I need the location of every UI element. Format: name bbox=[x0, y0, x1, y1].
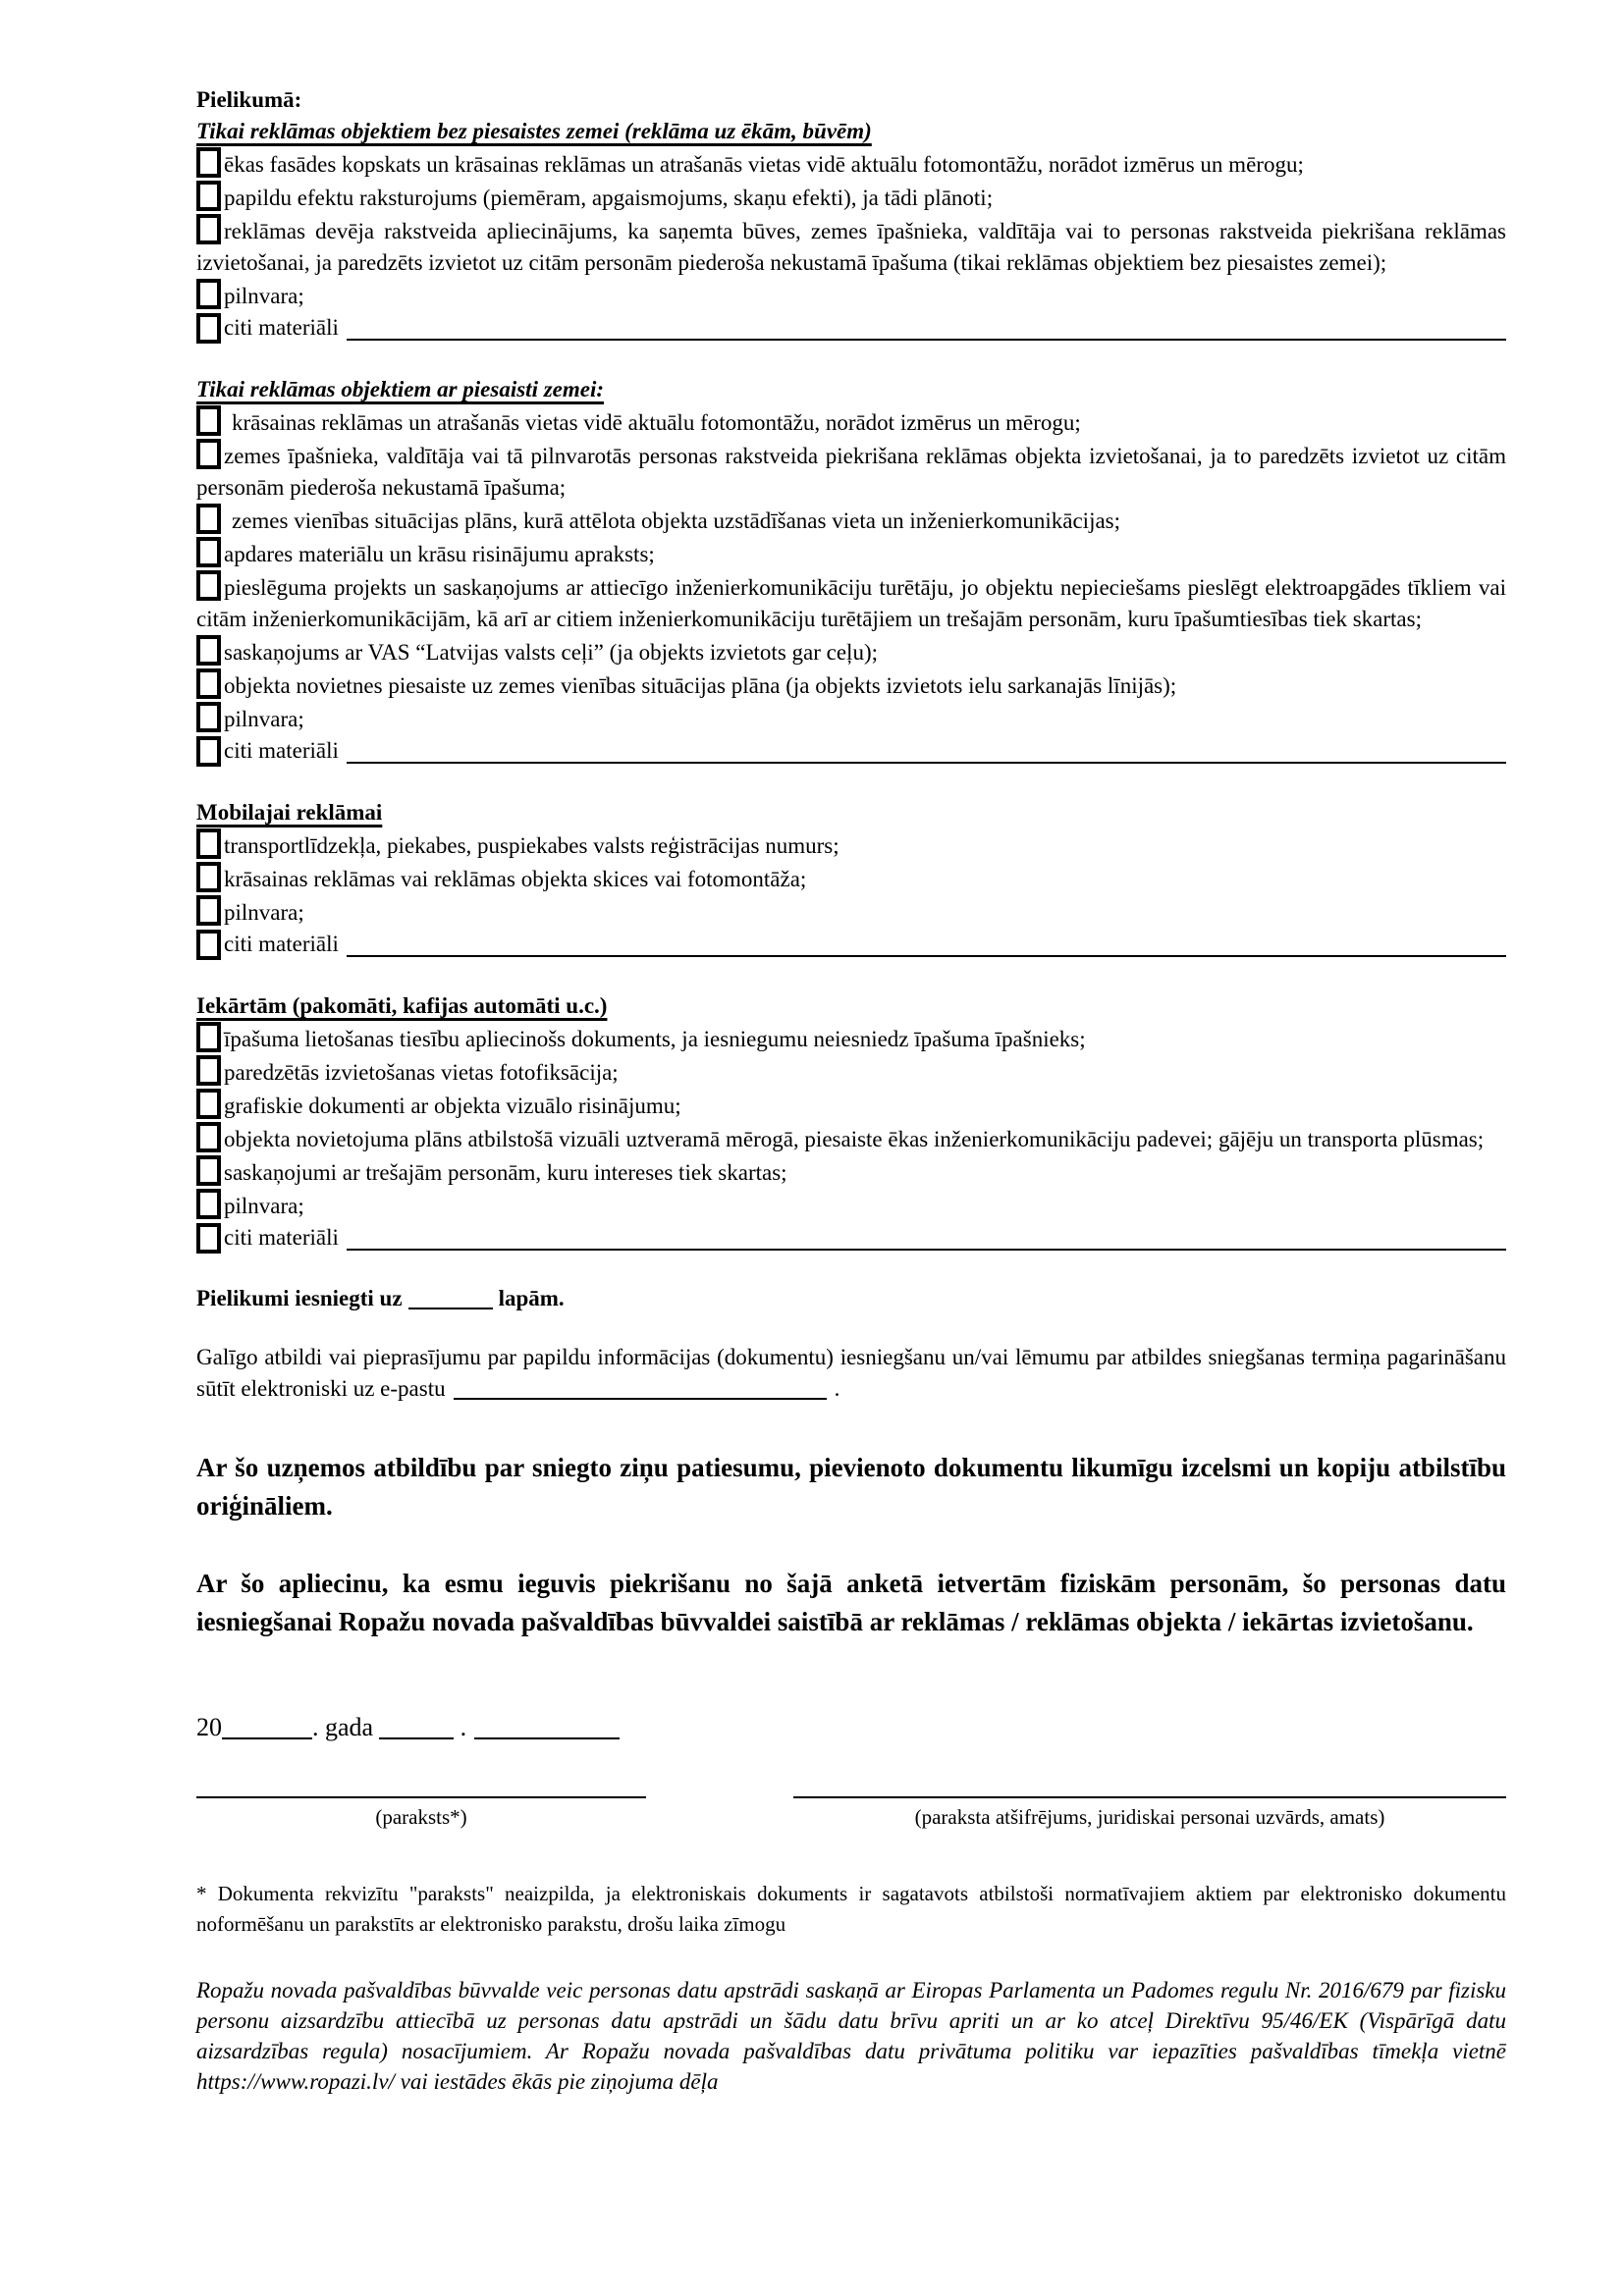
checkbox[interactable] bbox=[196, 1189, 221, 1219]
privacy-notice: Ropažu novada pašvaldības būvvalde veic personas datu apstrādi saskaņā ar Eiropas Parlamenta un Padomes regulu Nr. 2016/679 par fizisku personu aizsardzību attiecībā uz personas datu apstrādi un šādu datu brīvu apriti un ar ko atceļ Direktīvu 95/46/EK (Vispārīgā datu aizsardzības regula) nosacījumiem. Ar Ropažu novada pašvaldības datu privātuma politiku var iepazīties pašvaldības tīmekļa vietnē https://www.ropazi.lv/ vai iestādes ēkās pie ziņojuma dēļa bbox=[196, 1978, 1506, 2094]
checklist-item-label: apdares materiālu un krāsu risinājumu apraksts; bbox=[224, 542, 655, 566]
date-line bbox=[196, 1712, 1506, 1743]
day-blank-line[interactable] bbox=[379, 1718, 454, 1739]
checklist-item bbox=[196, 668, 1506, 702]
pages-count-blank-line[interactable] bbox=[408, 1288, 493, 1309]
section-reklama-bez-piesaistes-zemei bbox=[196, 116, 1506, 344]
checkbox[interactable] bbox=[196, 313, 221, 344]
signature-line[interactable] bbox=[196, 1796, 646, 1798]
checkbox[interactable] bbox=[196, 1089, 221, 1119]
checklist-item-label: objekta novietojuma plāns atbilstošā vizuāli uztveramā mērogā, piesaiste ēkas inženierkomunikāciju padevei; gājēju un transporta plūsmas; bbox=[224, 1127, 1485, 1151]
email-blank-line[interactable] bbox=[454, 1378, 827, 1400]
checkbox[interactable] bbox=[196, 537, 221, 567]
section-mobila-reklama bbox=[196, 797, 1506, 960]
checkbox[interactable] bbox=[196, 181, 221, 211]
checklist-item-label: citi materiāli bbox=[224, 932, 339, 956]
checklist-item bbox=[196, 181, 1506, 214]
declaration-truth: Ar šo uzņemos atbildību par sniegto ziņu patiesumu, pievienoto dokumentu likumīgu izcelsmi un kopiju atbilstību oriģināliem. bbox=[196, 1453, 1506, 1521]
checklist-item-label: zemes vienības situācijas plāns, kurā attēlota objekta uzstādīšanas vieta un inženierkomunikācijas; bbox=[232, 508, 1121, 533]
checklist-item-label: citi materiāli bbox=[224, 738, 339, 763]
pages-count-line bbox=[196, 1283, 1506, 1314]
checkbox[interactable] bbox=[196, 1022, 221, 1052]
citi-materiali-blank-line[interactable] bbox=[347, 930, 1506, 957]
checklist-item-label: pilnvara; bbox=[224, 284, 304, 308]
checklist-item-label: paredzētās izvietošanas vietas fotofiksācija; bbox=[224, 1060, 619, 1085]
final-answer-paragraph bbox=[196, 1342, 1506, 1405]
signature-transcript-area bbox=[793, 1796, 1506, 1830]
checkbox[interactable] bbox=[196, 895, 221, 926]
citi-materiali-blank-line[interactable] bbox=[347, 1223, 1506, 1251]
signature-gap bbox=[646, 1796, 793, 1830]
date-year-prefix: 20 bbox=[196, 1713, 222, 1741]
checklist-item-label: papildu efektu raksturojums (piemēram, apgaismojums, skaņu efekti), ja tādi plānoti; bbox=[224, 186, 994, 210]
checkbox[interactable] bbox=[196, 862, 221, 892]
checklist-item-label: saskaņojums ar VAS “Latvijas valsts ceļi” (ja objekts izvietots gar ceļu); bbox=[224, 640, 878, 665]
checklist-item bbox=[196, 1022, 1506, 1055]
checklist-item-label: saskaņojumi ar trešajām personām, kuru intereses tiek skartas; bbox=[224, 1160, 787, 1185]
checkbox[interactable] bbox=[196, 570, 221, 601]
section-heading: Tikai reklāmas objektiem bez piesaistes zemei (reklāma uz ēkām, būvēm) bbox=[196, 119, 872, 143]
month-blank-line[interactable] bbox=[474, 1718, 620, 1739]
signature-label: (paraksts*) bbox=[375, 1805, 467, 1829]
checklist-item bbox=[196, 862, 1506, 895]
checkbox[interactable] bbox=[196, 504, 221, 534]
checklist-item bbox=[196, 1122, 1506, 1155]
checklist-item-citi-materiali bbox=[196, 735, 1506, 767]
checklist-item bbox=[196, 1055, 1506, 1089]
checklist-item-citi-materiali bbox=[196, 312, 1506, 344]
pages-count-suffix: lapām. bbox=[498, 1286, 565, 1310]
checklist-item bbox=[196, 1155, 1506, 1189]
checkbox[interactable] bbox=[196, 736, 221, 767]
checkbox[interactable] bbox=[196, 1223, 221, 1254]
checklist-item-label: krāsainas reklāmas vai reklāmas objekta skices vai fotomontāža; bbox=[224, 867, 807, 891]
signature-transcript-line[interactable] bbox=[793, 1796, 1506, 1798]
checkbox[interactable] bbox=[196, 279, 221, 309]
final-answer-text: Galīgo atbildi vai pieprasījumu par papildu informācijas (dokumentu) iesniegšanu un/vai lēmumu par atbildes sniegšanas termiņa pagarināšanu sūtīt elektroniski uz e-pastu bbox=[196, 1345, 1506, 1401]
signature-footnote: * Dokumenta rekvizītu "paraksts" neaizpilda, ja elektroniskais dokuments ir sagatavots atbilstoši normatīvajiem aktiem par elektronisko dokumentu noformēšanu un parakstīts ar elektronisko parakstu, drošu laika zīmogu bbox=[196, 1882, 1506, 1936]
checklist-item-label: īpašuma lietošanas tiesību apliecinošs dokuments, ja iesniegumu neiesniedz īpašuma īpašnieks; bbox=[224, 1027, 1086, 1051]
section-heading: Tikai reklāmas objektiem ar piesaisti zemei: bbox=[196, 377, 605, 401]
checkbox[interactable] bbox=[196, 702, 221, 732]
checklist-item-label: krāsainas reklāmas un atrašanās vietas vidē aktuālu fotomontāžu, norādot izmērus un mērogu; bbox=[232, 410, 1081, 435]
pielikuma-heading: Pielikumā: bbox=[196, 87, 302, 112]
pages-count-prefix: Pielikumi iesniegti uz bbox=[196, 1286, 403, 1310]
checkbox[interactable] bbox=[196, 1122, 221, 1152]
checkbox[interactable] bbox=[196, 1155, 221, 1186]
final-answer-period: . bbox=[834, 1376, 840, 1401]
checklist-item bbox=[196, 828, 1506, 862]
checklist-item bbox=[196, 504, 1506, 537]
checkbox[interactable] bbox=[196, 930, 221, 960]
checklist-item-label: zemes īpašnieka, valdītāja vai tā pilnvarotās personas rakstveida piekrišana reklāmas objekta izvietošanai, ja to paredzēts izvietot uz citām personām piederoša nekustamā īpašuma; bbox=[196, 444, 1506, 500]
checklist-item-label: grafiskie dokumenti ar objekta vizuālo risinājumu; bbox=[224, 1094, 681, 1118]
checkbox[interactable] bbox=[196, 828, 221, 859]
checklist-item-label: objekta novietnes piesaiste uz zemes vienības situācijas plāna (ja objekts izvietots ielu sarkanajās līnijās); bbox=[224, 673, 1177, 698]
checkbox[interactable] bbox=[196, 1055, 221, 1086]
section-reklama-ar-piesaisti-zemei bbox=[196, 374, 1506, 767]
checklist-item bbox=[196, 537, 1506, 570]
citi-materiali-blank-line[interactable] bbox=[347, 736, 1506, 764]
date-gada-label: . gada bbox=[312, 1713, 374, 1741]
checklist-item-label: ēkas fasādes kopskats un krāsainas reklāmas un atrašanās vietas vidē aktuālu fotomontāžu, norādot izmērus un mērogu; bbox=[224, 152, 1304, 177]
checkbox[interactable] bbox=[196, 668, 221, 699]
checklist-item-citi-materiali bbox=[196, 1222, 1506, 1254]
checklist-item bbox=[196, 147, 1506, 181]
checklist-item bbox=[196, 214, 1506, 279]
checklist-item-label: pilnvara; bbox=[224, 1194, 304, 1218]
signature-area bbox=[196, 1796, 646, 1830]
checklist-item bbox=[196, 1089, 1506, 1122]
checkbox[interactable] bbox=[196, 405, 221, 436]
checklist-item bbox=[196, 635, 1506, 668]
checklist-item-label: pilnvara; bbox=[224, 707, 304, 731]
checklist-item-pilnvara bbox=[196, 702, 1506, 735]
date-dot-separator: . bbox=[460, 1713, 467, 1741]
checklist-item bbox=[196, 405, 1506, 439]
checklist-item-label: transportlīdzekļa, piekabes, puspiekabes valsts reģistrācijas numurs; bbox=[224, 833, 839, 858]
checklist-item-label: citi materiāli bbox=[224, 315, 339, 340]
checklist-item-label: pieslēguma projekts un saskaņojums ar attiecīgo inženierkomunikāciju turētāju, jo objektu nepieciešams pieslēgt elektroapgādes tīkliem vai citām inženierkomunikācijām, kā arī ar citiem inženierkomunikāciju turētājiem un trešajām personām, kuru īpašumtiesības tiek skartas; bbox=[196, 575, 1506, 631]
checklist-item-label: reklāmas devēja rakstveida apliecinājums, ka saņemta būves, zemes īpašnieka, valdītāja vai to personas rakstveida piekrišana reklāmas izvietošanai, ja paredzēts izvietot uz citām personām piederoša nekustamā īpašuma (tikai reklāmas objektiem bez piesaistes zemei); bbox=[196, 219, 1506, 275]
checkbox[interactable] bbox=[196, 147, 221, 178]
checklist-item bbox=[196, 439, 1506, 504]
section-heading: Iekārtām (pakomāti, kafijas automāti u.c.) bbox=[196, 993, 608, 1018]
checklist-item-pilnvara bbox=[196, 1189, 1506, 1222]
checklist-item-label: citi materiāli bbox=[224, 1225, 339, 1250]
checkbox[interactable] bbox=[196, 635, 221, 666]
checklist-item-citi-materiali bbox=[196, 929, 1506, 960]
declaration-consent: Ar šo apliecinu, ka esmu ieguvis piekrišanu no šajā anketā ietvertām fiziskām personām, šo personas datu iesniegšanai Ropažu novada pašvaldības būvvaldei saistībā ar reklāmas / reklāmas objekta / iekārtas izvietošanu. bbox=[196, 1569, 1506, 1636]
signature-block bbox=[196, 1796, 1506, 1830]
section-iekartas bbox=[196, 990, 1506, 1254]
year-blank-line[interactable] bbox=[222, 1718, 312, 1739]
section-heading: Mobilajai reklāmai bbox=[196, 800, 383, 825]
citi-materiali-blank-line[interactable] bbox=[347, 313, 1506, 341]
checklist-item-pilnvara bbox=[196, 895, 1506, 929]
checklist-item-pilnvara bbox=[196, 279, 1506, 312]
checklist-item bbox=[196, 570, 1506, 635]
checkbox[interactable] bbox=[196, 439, 221, 469]
signature-transcript-label: (paraksta atšifrējums, juridiskai personai uzvārds, amats) bbox=[914, 1805, 1385, 1829]
checklist-item-label: pilnvara; bbox=[224, 900, 304, 925]
checkbox[interactable] bbox=[196, 214, 221, 244]
